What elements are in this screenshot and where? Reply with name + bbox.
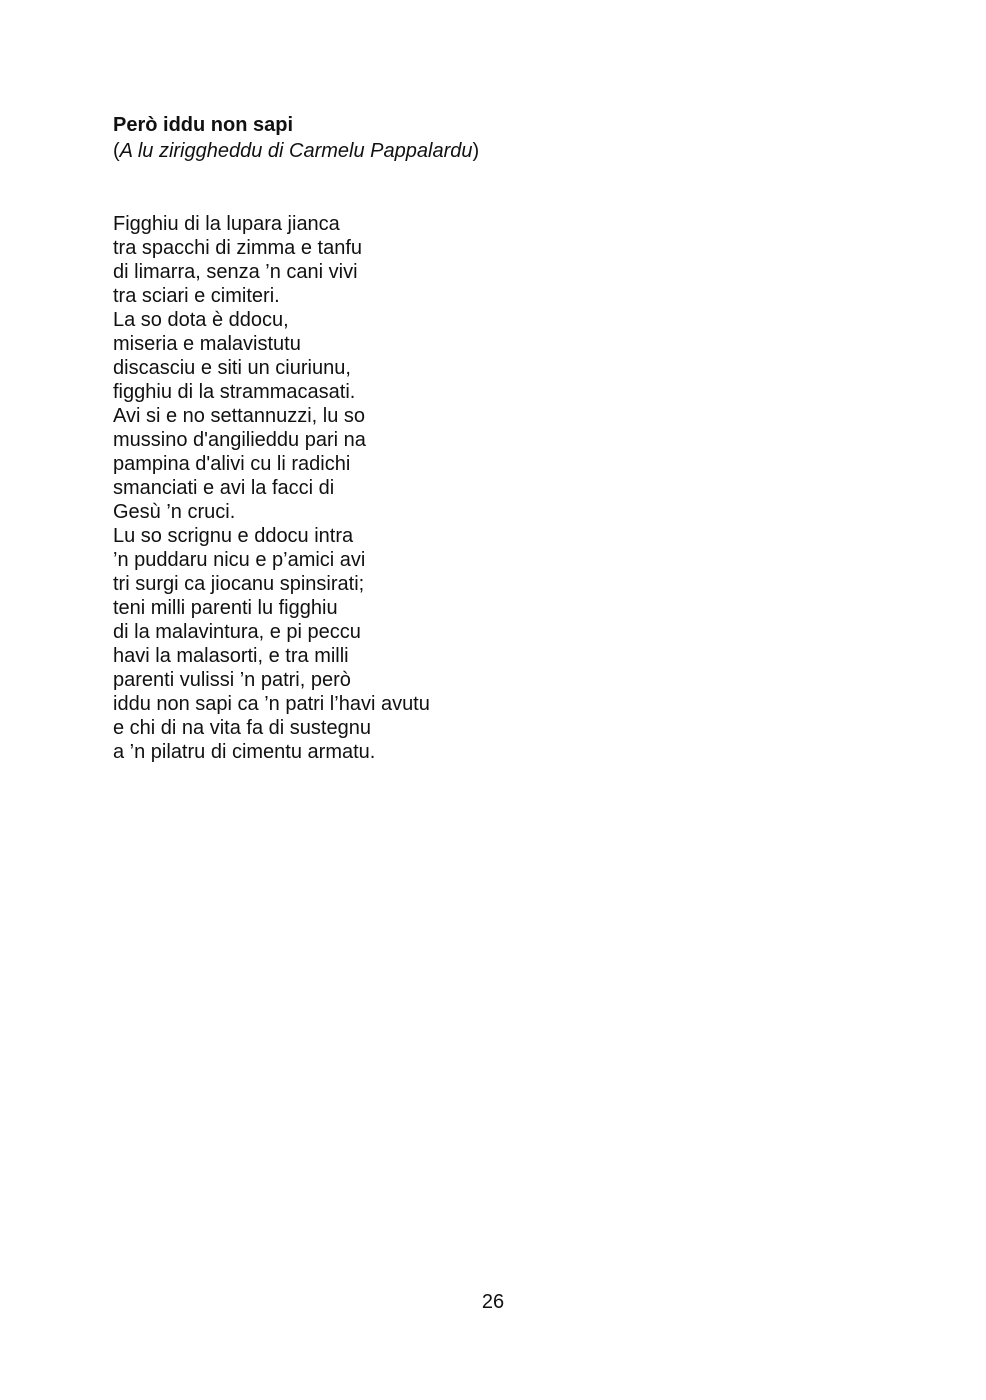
poem-line: ’n puddaru nicu e p’amici avi: [113, 549, 366, 571]
poem-line: Lu so scrignu e ddocu intra: [113, 525, 354, 547]
poem-dedication: [113, 139, 479, 163]
poem-line: a ’n pilatru di cimentu armatu.: [113, 741, 376, 763]
poem-line: di la malavintura, e pi peccu: [113, 621, 361, 643]
poem-line: figghiu di la strammacasati.: [113, 381, 356, 403]
poem-line: tra sciari e cimiteri.: [113, 285, 280, 307]
poem-line: teni milli parenti lu figghiu: [113, 597, 338, 619]
poem-body: [113, 212, 430, 764]
poem-line: Figghiu di la lupara jianca: [113, 213, 340, 235]
dedication-text: A lu ziriggheddu di Carmelu Pappalardu: [119, 140, 473, 162]
dedication-close-paren: ): [472, 140, 480, 162]
poem-line: di limarra, senza ’n cani vivi: [113, 261, 358, 283]
poem-line: e chi di na vita fa di sustegnu: [113, 717, 371, 739]
poem-line: smanciati e avi la facci di: [113, 477, 335, 499]
poem-line: havi la malasorti, e tra milli: [113, 645, 349, 667]
poem-line: parenti vulissi ’n patri, però: [113, 669, 351, 691]
poem-title: Però iddu non sapi: [113, 114, 294, 136]
page-number: 26: [481, 1291, 505, 1313]
poem-line: miseria e malavistutu: [113, 333, 301, 355]
poem-line: mussino d'angilieddu pari na: [113, 429, 366, 451]
poem-line: iddu non sapi ca ’n patri l’havi avutu: [113, 693, 430, 715]
poem-line: Avi si e no settannuzzi, lu so: [113, 405, 365, 427]
poem-line: La so dota è ddocu,: [113, 309, 289, 331]
poem-line: discasciu e siti un ciuriunu,: [113, 357, 351, 379]
poem-line: Gesù ’n cruci.: [113, 501, 236, 523]
poem-line: tri surgi ca jiocanu spinsirati;: [113, 573, 365, 595]
poem-line: pampina d'alivi cu li radichi: [113, 453, 351, 475]
poem-line: tra spacchi di zimma e tanfu: [113, 237, 362, 259]
dedication-open-paren: (: [113, 140, 120, 162]
